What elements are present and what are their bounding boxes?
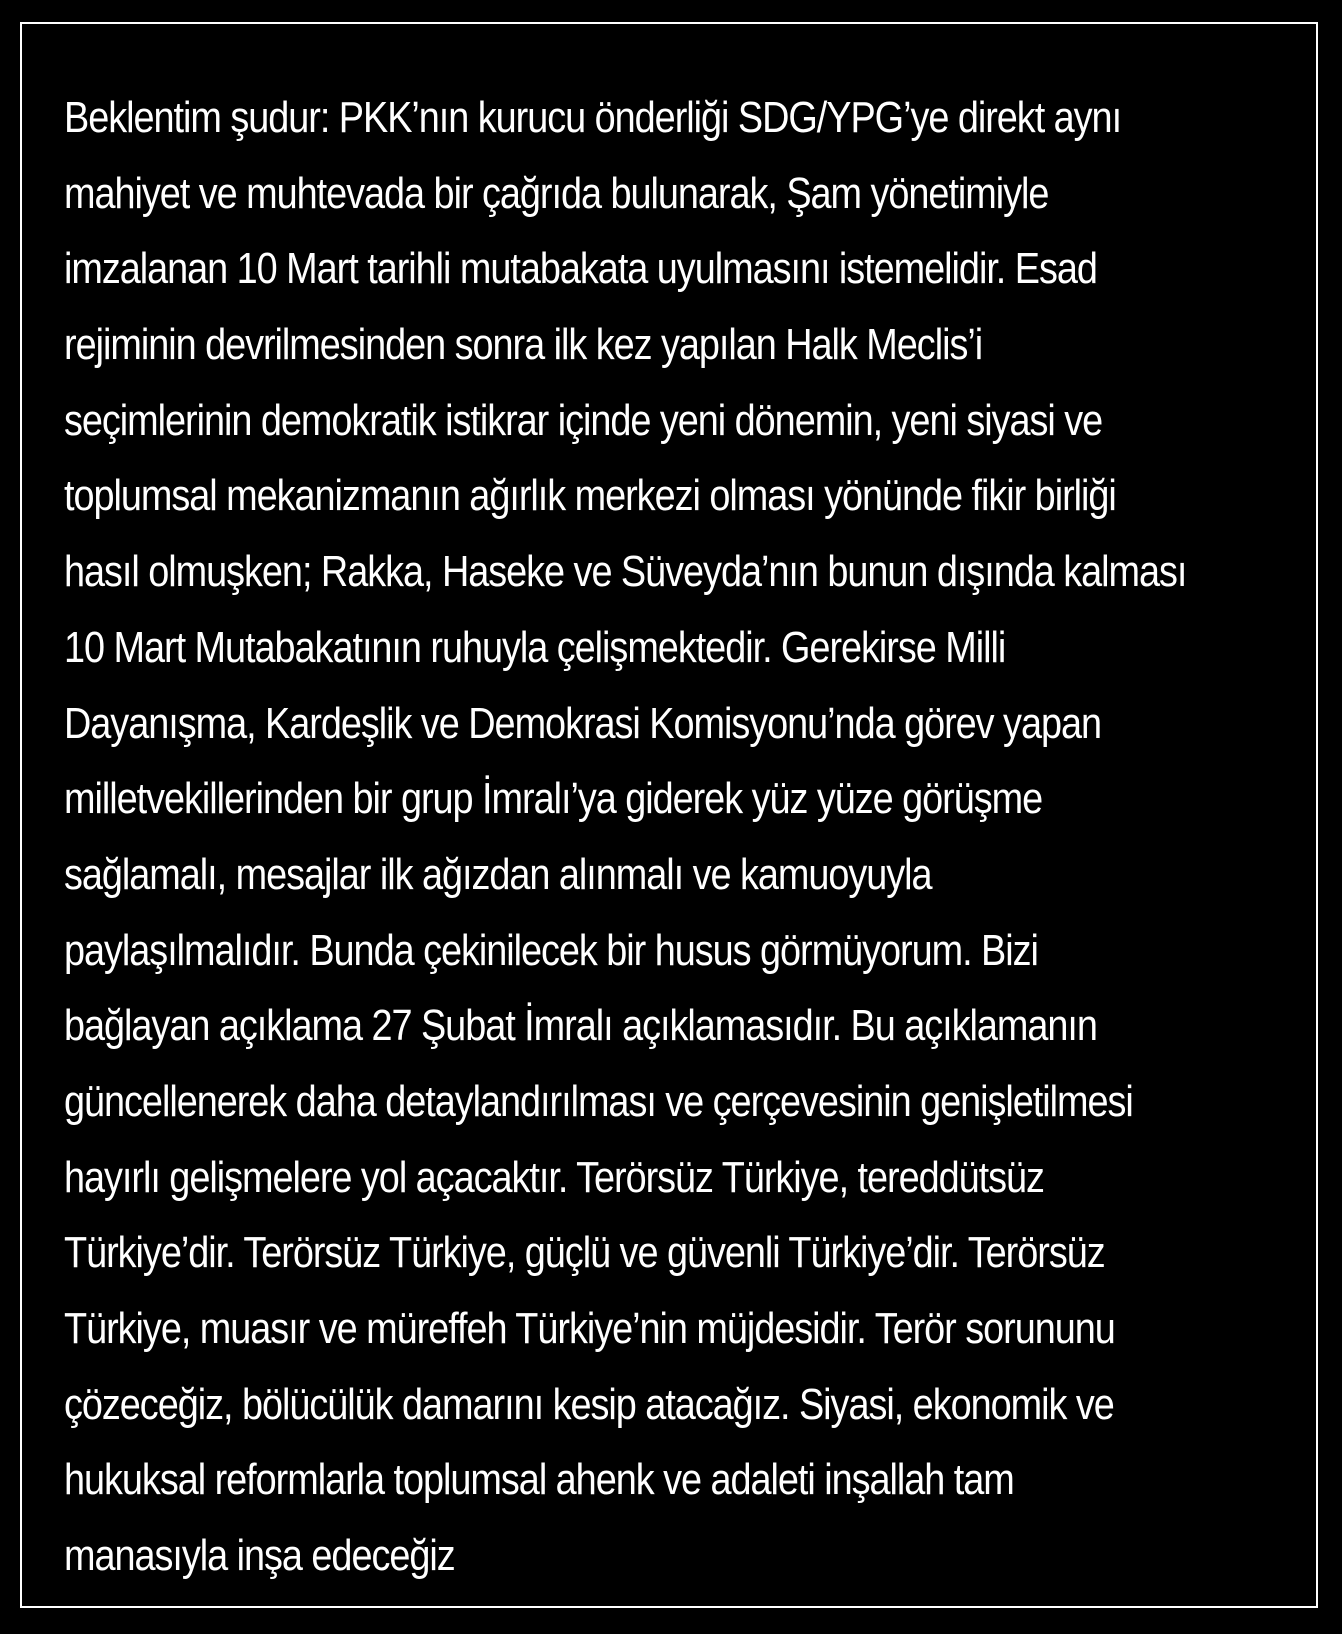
statement-line: imzalanan 10 Mart tarihli mutabakata uyulmasını istemelidir. Esad	[64, 244, 1097, 294]
statement-line: Türkiye, muasır ve müreffeh Türkiye’nin müjdesidir. Terör sorununu	[64, 1304, 1115, 1353]
quote-frame	[20, 22, 1318, 1608]
statement-line: paylaşılmalıdır. Bunda çekinilecek bir husus görmüyorum. Bizi	[64, 925, 1038, 975]
statement-line: Dayanışma, Kardeşlik ve Demokrasi Komisyonu’nda görev yapan	[64, 698, 1101, 748]
statement-line: manasıyla inşa edeceğiz	[64, 1531, 455, 1581]
statement-line: toplumsal mekanizmanın ağırlık merkezi olması yönünde fikir birliği	[64, 471, 1116, 521]
statement-line: bağlayan açıklama 27 Şubat İmralı açıklamasıdır. Bu açıklamanın	[64, 1001, 1097, 1051]
statement-line: seçimlerinin demokratik istikrar içinde yeni dönemin, yeni siyasi ve	[64, 395, 1103, 445]
statement-line: hukuksal reformlarla toplumsal ahenk ve adaleti inşallah tam	[64, 1455, 1014, 1505]
statement-text	[64, 80, 1304, 1594]
statement-line: güncellenerek daha detaylandırılması ve çerçevesinin genişletilmesi	[64, 1076, 1133, 1126]
statement-line: milletvekillerinden bir grup İmralı’ya giderek yüz yüze görüşme	[64, 774, 1043, 824]
statement-line: çözeceğiz, bölücülük damarını kesip atacağız. Siyasi, ekonomik ve	[64, 1379, 1114, 1429]
statement-line: mahiyet ve muhtevada bir çağrıda bulunarak, Şam yönetimiyle	[64, 168, 1049, 218]
statement-line: rejiminin devrilmesinden sonra ilk kez yapılan Halk Meclis’i	[64, 320, 983, 370]
statement-line: hasıl olmuşken; Rakka, Haseke ve Süveyda’nın bunun dışında kalması	[64, 547, 1187, 597]
statement-line: 10 Mart Mutabakatının ruhuyla çelişmektedir. Gerekirse Milli	[64, 622, 1006, 672]
statement-line: hayırlı gelişmelere yol açacaktır. Terörsüz Türkiye, tereddütsüz	[64, 1152, 1044, 1202]
statement-line: Türkiye’dir. Terörsüz Türkiye, güçlü ve güvenli Türkiye’dir. Terörsüz	[64, 1228, 1105, 1278]
statement-line: sağlamalı, mesajlar ilk ağızdan alınmalı ve kamuoyuyla	[64, 849, 932, 899]
statement-line: Beklentim şudur: PKK’nın kurucu önderliği SDG/YPG’ye direkt aynı	[64, 93, 1122, 142]
